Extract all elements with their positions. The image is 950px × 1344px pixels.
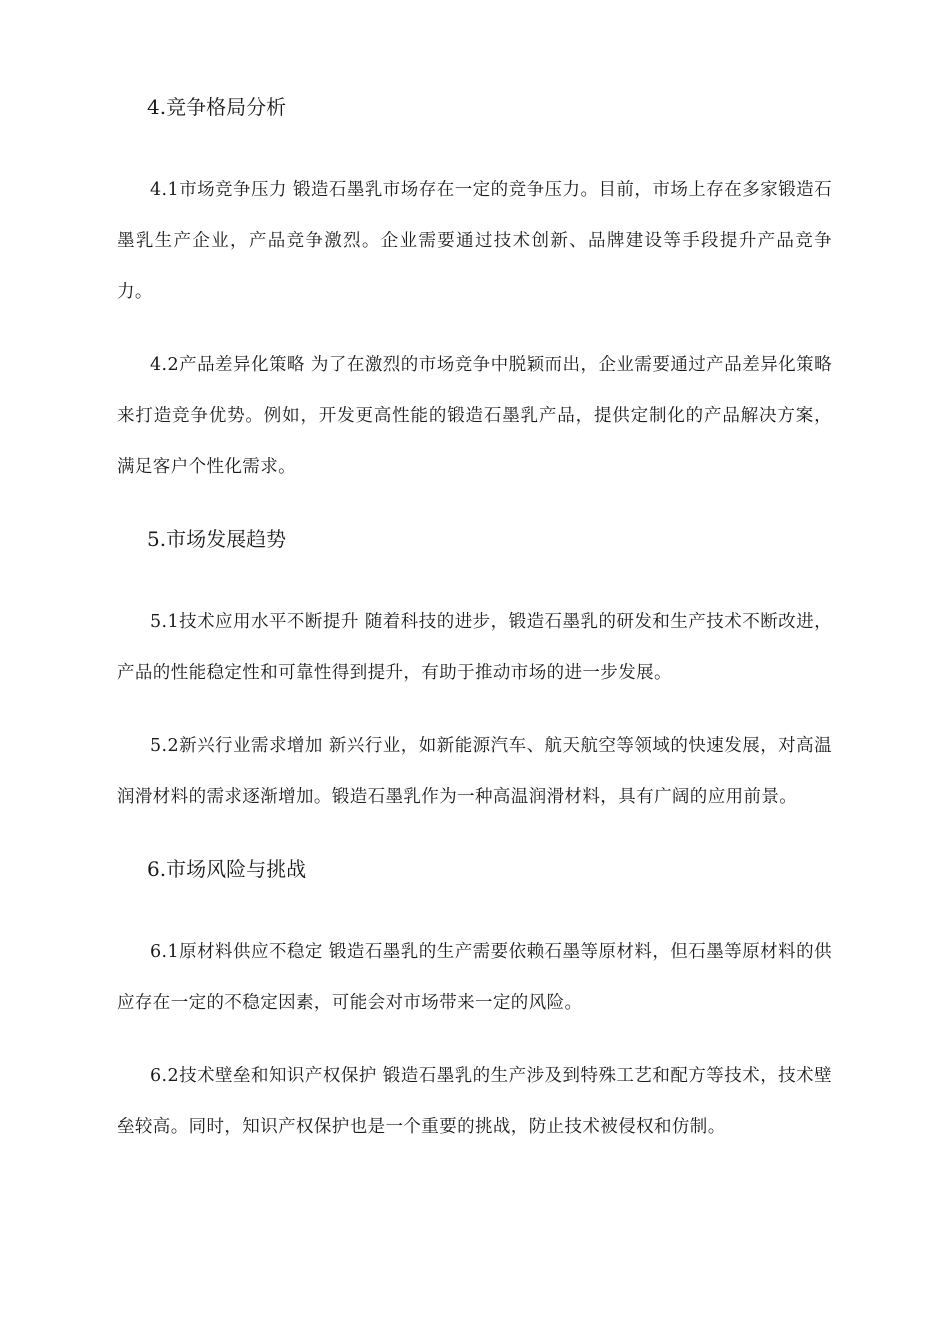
section-heading-4: 4.竞争格局分析 bbox=[147, 95, 287, 119]
paragraph-5-1: 5.1技术应用水平不断提升 随着科技的进步，锻造石墨乳的研发和生产技术不断改进，产品的性能稳定性和可靠性得到提升，有助于推动市场的进一步发展。 bbox=[117, 612, 832, 683]
paragraph-4-2: 4.2产品差异化策略 为了在激烈的市场竞争中脱颖而出，企业需要通过产品差异化策略来打造竞争优势。例如，开发更高性能的锻造石墨乳产品，提供定制化的产品解决方案，满足客户个性化需求。 bbox=[117, 355, 832, 477]
paragraph-4-1: 4.1市场竞争压力 锻造石墨乳市场存在一定的竞争压力。目前，市场上存在多家锻造石墨乳生产企业，产品竞争激烈。企业需要通过技术创新、品牌建设等手段提升产品竞争力。 bbox=[117, 180, 832, 302]
section-heading-5: 5.市场发展趋势 bbox=[147, 527, 287, 551]
paragraph-5-2: 5.2新兴行业需求增加 新兴行业，如新能源汽车、航天航空等领域的快速发展，对高温润滑材料的需求逐渐增加。锻造石墨乳作为一种高温润滑材料，具有广阔的应用前景。 bbox=[117, 736, 832, 807]
paragraph-6-2: 6.2技术壁垒和知识产权保护 锻造石墨乳的生产涉及到特殊工艺和配方等技术，技术壁垒较高。同时，知识产权保护也是一个重要的挑战，防止技术被侵权和仿制。 bbox=[117, 1066, 832, 1137]
paragraph-6-1: 6.1原材料供应不稳定 锻造石墨乳的生产需要依赖石墨等原材料，但石墨等原材料的供应存在一定的不稳定因素，可能会对市场带来一定的风险。 bbox=[117, 942, 832, 1013]
section-heading-6: 6.市场风险与挑战 bbox=[147, 857, 307, 881]
